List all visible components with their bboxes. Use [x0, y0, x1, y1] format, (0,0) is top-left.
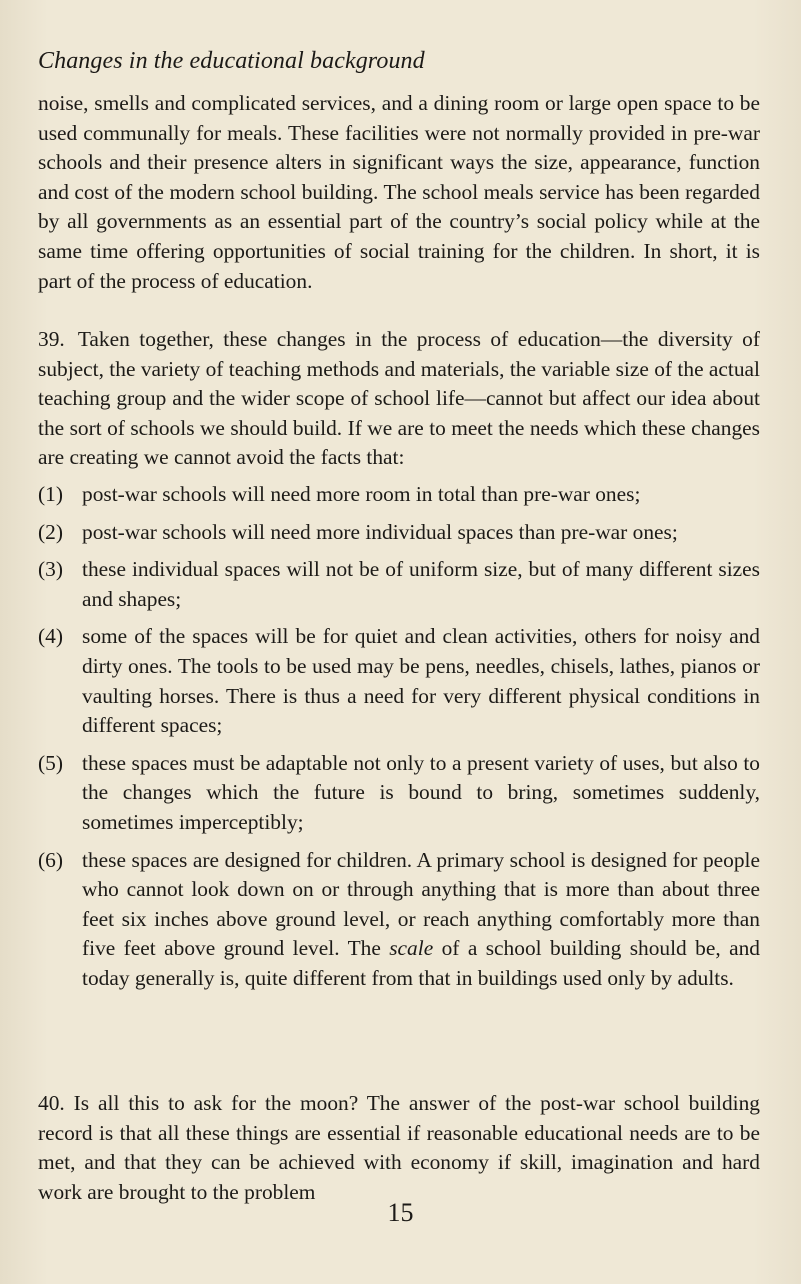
list-item-text: these individual spaces will not be of uniform size, but of many different sizes and shapes; — [82, 557, 760, 611]
list-marker: (5) — [38, 750, 63, 775]
running-head: Changes in the educational background — [38, 48, 425, 74]
list-item — [38, 749, 760, 838]
paragraph-text: Taken together, these changes in the process of education—the diversity of subject, the variety of teaching methods and materials, the variable size of the actual teaching group and the wider scope of school life—cannot but affect our idea about the sort of schools we should build. If we are to meet the needs which these changes are creating we cannot avoid the facts that: — [38, 327, 760, 470]
list-item — [38, 480, 760, 510]
list-item — [38, 622, 760, 740]
paragraph-39 — [38, 325, 760, 473]
paragraph-text: Is all this to ask for the moon? The answer of the post-war school building record is that all these things are essential if reasonable educational needs are to be met, and that they can be achieved with economy if skill, imagination and hard work are brought to the problem — [38, 1091, 760, 1204]
list-item-text: post-war schools will need more individual spaces than pre-war ones; — [82, 519, 678, 544]
list-marker: (3) — [38, 557, 63, 582]
list-item-text: some of the spaces will be for quiet and clean activities, others for noisy and dirty ones. The tools to be used may be pens, needles, chisels, lathes, pianos or vaulting horses. There is thus a need for very different physical conditions in different spaces; — [82, 624, 760, 738]
list-item — [38, 518, 760, 548]
list-item-text: these spaces must be adaptable not only to a present variety of uses, but also to the changes which the future is bound to bring, sometimes suddenly, sometimes imperceptibly; — [82, 750, 760, 834]
paragraph-40 — [38, 1089, 760, 1207]
emphasized-word: scale — [389, 936, 434, 961]
list-item-text: post-war schools will need more room in total than pre-war ones; — [82, 482, 641, 506]
paragraph-number: 39. — [38, 327, 65, 351]
list-marker: (6) — [38, 847, 63, 872]
paragraph-number: 40. — [38, 1091, 65, 1115]
list-item-text-part: these spaces are designed for children. A primary school is designed for people who cannot look down on or through anything that is more than about three feet six inches above ground level, or reach anything comfortably more than five feet above ground level. The — [82, 847, 760, 961]
numbered-list — [38, 480, 760, 994]
list-item — [38, 846, 760, 994]
list-item-text-part: of a school building should be, and today generally is, quite different from that in buildings used only by adults. — [82, 936, 760, 990]
list-marker: (1) — [38, 482, 63, 506]
list-marker: (2) — [38, 519, 63, 544]
list-marker: (4) — [38, 624, 63, 649]
paragraph-continued: noise, smells and complicated services, and a dining room or large open space to be used communally for meals. These facilities were not normally provided in pre-war schools and their presence alters in significant ways the size, appearance, function and cost of the modern school building. The school meals service has been regarded by all governments as an essential part of the country’s social policy while at the same time offering opportunities of social training for the children. In short, it is part of the process of education. — [38, 91, 760, 293]
list-item — [38, 555, 760, 614]
page-number: 15 — [387, 1198, 414, 1227]
list-item-text — [82, 846, 760, 994]
